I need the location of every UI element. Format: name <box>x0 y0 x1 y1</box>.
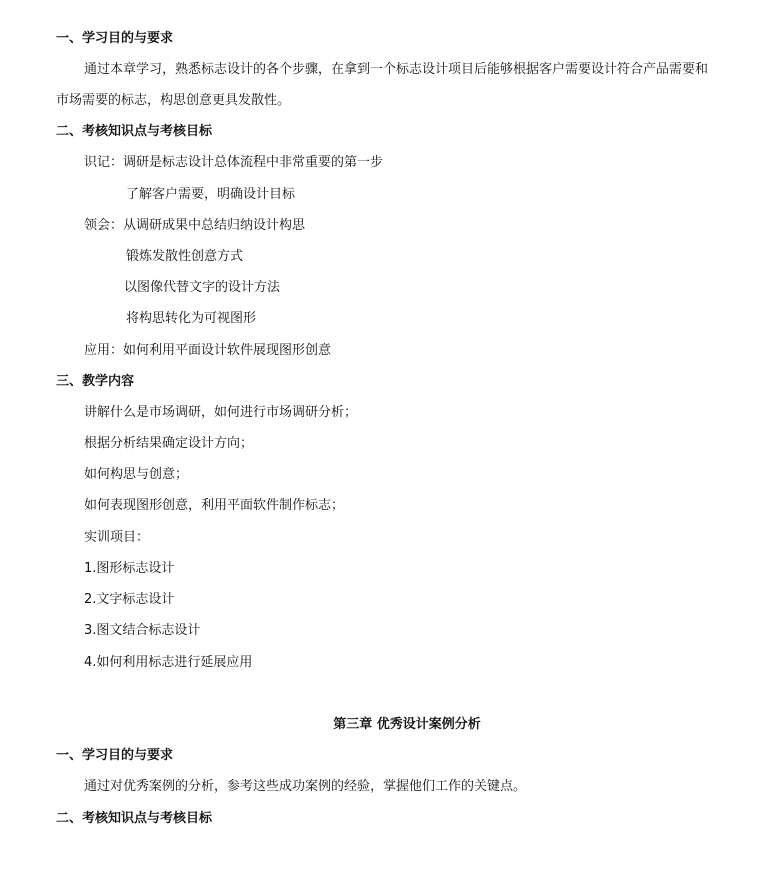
content-item: 如何构思与创意； <box>84 467 189 482</box>
content-item: 3.图文结合标志设计 <box>84 623 201 638</box>
chapter3-objectives-paragraph: 通过对优秀案例的分析，参考这些成功案例的经验，掌握他们工作的关键点。 <box>84 779 527 794</box>
recall-line-1: 识记：调研是标志设计总体流程中非常重要的第一步 <box>84 155 384 170</box>
section-heading-content: 三、教学内容 <box>56 374 135 389</box>
comprehend-line-4: 将构思转化为可视图形 <box>126 311 257 326</box>
content-item: 4.如何利用标志进行延展应用 <box>84 655 253 670</box>
apply-line-1: 应用：如何利用平面设计软件展现图形创意 <box>84 343 332 358</box>
objectives-paragraph-line-2: 市场需要的标志，构思创意更具发散性。 <box>56 93 291 108</box>
section-heading-objectives: 一、学习目的与要求 <box>56 31 174 46</box>
content-item: 1.图形标志设计 <box>84 561 175 576</box>
chapter3-section-heading-assessment: 二、考核知识点与考核目标 <box>56 811 213 826</box>
objectives-paragraph-line-1: 通过本章学习，熟悉标志设计的各个步骤，在拿到一个标志设计项目后能够根据客户需要设计符合产品需要和 <box>84 62 709 77</box>
content-item: 实训项目： <box>84 530 150 545</box>
recall-line-2: 了解客户需要，明确设计目标 <box>126 187 296 202</box>
comprehend-line-2: 锻炼发散性创意方式 <box>126 249 244 264</box>
chapter-title: 第三章 优秀设计案例分析 <box>333 717 481 732</box>
comprehend-line-1: 领会：从调研成果中总结归纳设计构思 <box>84 218 306 233</box>
chapter3-section-heading-objectives: 一、学习目的与要求 <box>56 748 174 763</box>
comprehend-line-3: 以图像代替文字的设计方法 <box>124 280 281 295</box>
content-item: 如何表现图形创意，利用平面软件制作标志； <box>84 498 345 513</box>
content-item: 讲解什么是市场调研，如何进行市场调研分析； <box>84 405 358 420</box>
section-heading-assessment: 二、考核知识点与考核目标 <box>56 124 213 139</box>
content-item: 2.文字标志设计 <box>84 592 175 607</box>
content-item: 根据分析结果确定设计方向； <box>84 436 254 451</box>
